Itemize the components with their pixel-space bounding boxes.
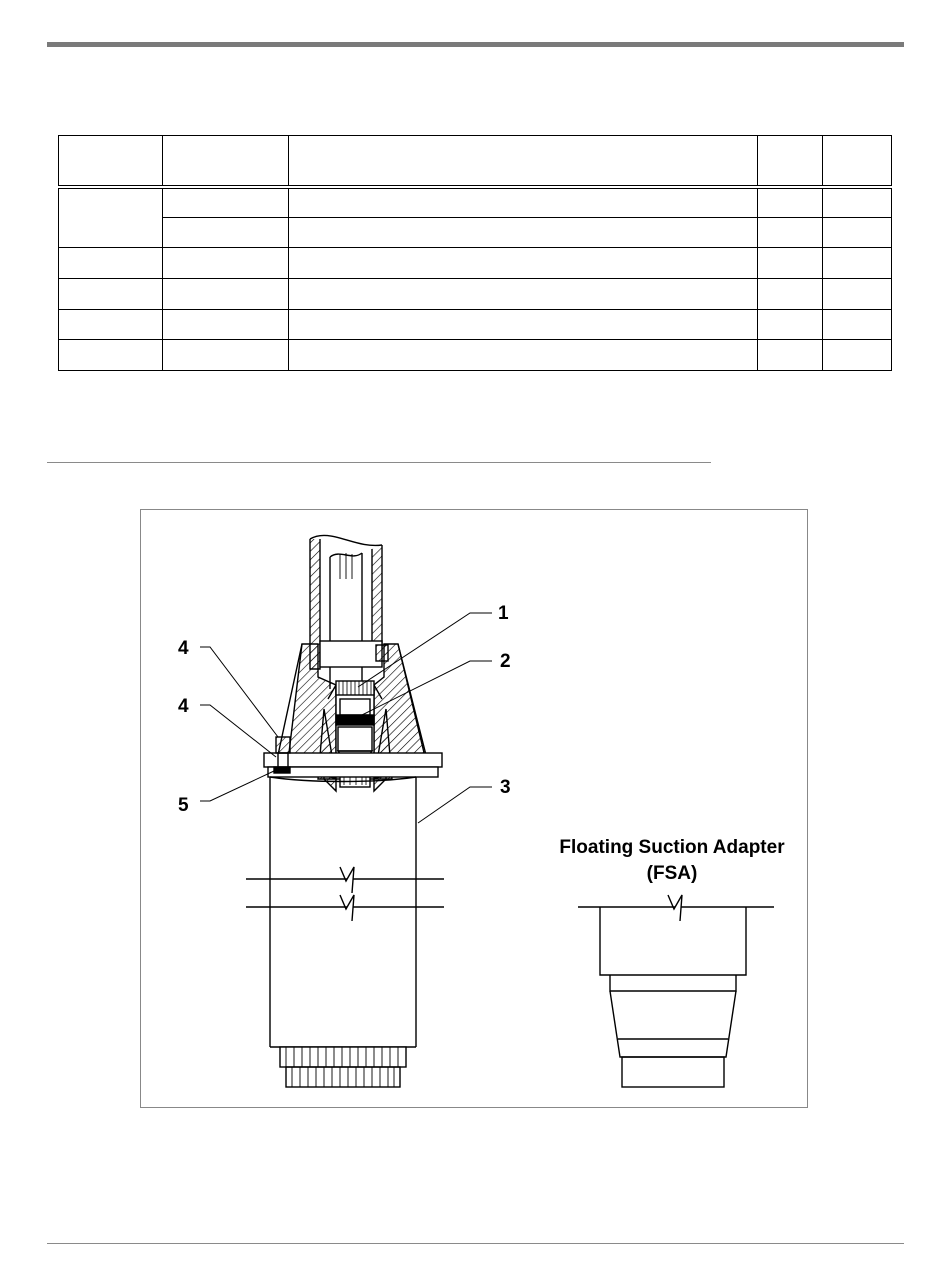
- table-row: [59, 187, 892, 218]
- callout-1: 1: [498, 603, 509, 624]
- table-cell: [59, 278, 163, 309]
- adapter-caption-line2: (FSA): [646, 863, 698, 884]
- section-rule: [47, 462, 711, 463]
- table-cell: [163, 309, 289, 340]
- table-cell: [163, 340, 289, 371]
- table-cell: [59, 309, 163, 340]
- table-cell: [758, 248, 823, 279]
- table-cell: [59, 340, 163, 371]
- table-cell: [758, 340, 823, 371]
- table-row: [59, 248, 892, 279]
- table-cell: [758, 309, 823, 340]
- callout-4-upper: 4: [178, 638, 189, 659]
- table-cell: [163, 187, 289, 218]
- table-cell: [163, 217, 289, 248]
- callout-3: 3: [500, 777, 511, 798]
- footer-rule: [47, 1243, 904, 1244]
- table-cell: [289, 309, 758, 340]
- table-row: [59, 340, 892, 371]
- header-cell: [59, 136, 163, 187]
- header-cell: [823, 136, 892, 187]
- table-cell: [823, 217, 892, 248]
- pump-assembly-figure: [140, 509, 808, 1108]
- header-cell: [289, 136, 758, 187]
- parts-table: [58, 135, 892, 371]
- callout-4-lower: 4: [178, 696, 189, 717]
- table-row: [59, 309, 892, 340]
- table-cell: [59, 187, 163, 248]
- table-cell: [758, 187, 823, 218]
- table-cell: [758, 217, 823, 248]
- table-cell: [163, 278, 289, 309]
- table-cell: [758, 278, 823, 309]
- table-row: [59, 217, 892, 248]
- table-cell: [289, 187, 758, 218]
- header-rule: [47, 42, 904, 47]
- table-cell: [823, 340, 892, 371]
- callout-5: 5: [178, 795, 189, 816]
- table-cell: [59, 248, 163, 279]
- figure-frame: [141, 510, 808, 1108]
- callout-2: 2: [500, 651, 511, 672]
- table-cell: [823, 187, 892, 218]
- table-cell: [289, 248, 758, 279]
- table-cell: [289, 217, 758, 248]
- table-cell: [163, 248, 289, 279]
- table-header-row: [59, 136, 892, 187]
- table-cell: [823, 248, 892, 279]
- table-cell: [823, 309, 892, 340]
- table-cell: [289, 278, 758, 309]
- header-cell: [163, 136, 289, 187]
- table-cell: [289, 340, 758, 371]
- table-row: [59, 278, 892, 309]
- adapter-caption-line1: Floating Suction Adapter: [559, 837, 785, 858]
- table-cell: [823, 278, 892, 309]
- header-cell: [758, 136, 823, 187]
